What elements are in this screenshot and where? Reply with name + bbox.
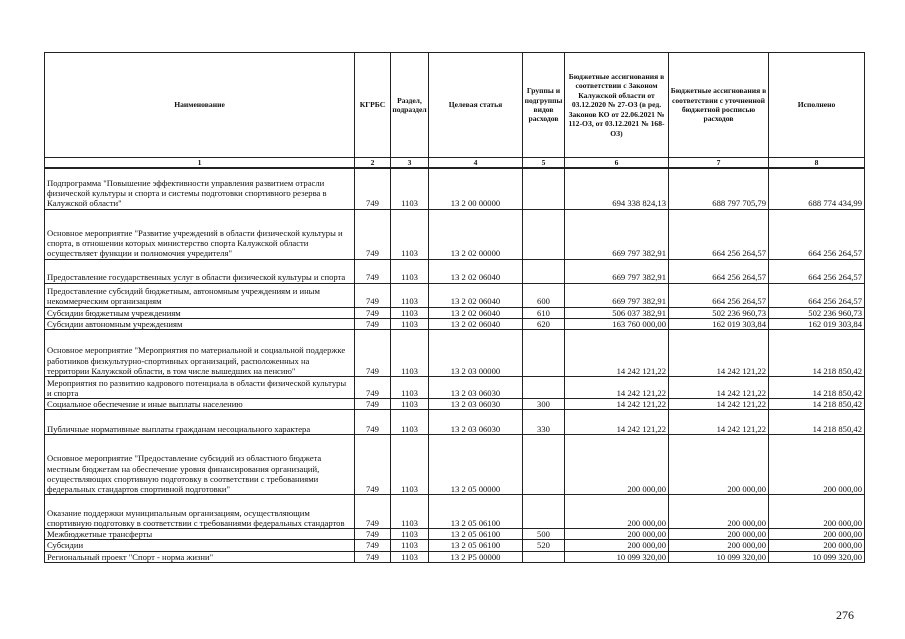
row-target: 13 2 05 00000 [429,435,523,495]
row-executed-amount: 14 218 850,42 [769,398,865,409]
header-name: Наименование [45,53,355,158]
row-target: 13 2 05 06100 [429,529,523,540]
row-kgrbs: 749 [355,540,391,551]
row-group: 300 [523,398,565,409]
row-executed-amount: 14 218 850,42 [769,376,865,398]
row-law-amount: 163 760 000,00 [565,318,669,329]
header-row [45,53,865,158]
row-kgrbs: 749 [355,410,391,435]
row-law-amount: 14 242 121,22 [565,329,669,376]
row-kgrbs: 749 [355,283,391,307]
column-number: 2 [355,158,391,169]
row-executed-amount: 688 774 434,99 [769,168,865,209]
table-row [45,307,865,318]
row-kgrbs: 749 [355,318,391,329]
budget-table [44,52,865,563]
row-revised-amount: 14 242 121,22 [669,398,769,409]
row-kgrbs: 749 [355,435,391,495]
row-law-amount: 669 797 382,91 [565,209,669,259]
table-row [45,540,865,551]
row-kgrbs: 749 [355,168,391,209]
row-section: 1103 [391,540,429,551]
row-revised-amount: 14 242 121,22 [669,410,769,435]
row-law-amount: 506 037 382,91 [565,307,669,318]
column-number-row [45,158,865,169]
row-group [523,495,565,529]
row-law-amount: 14 242 121,22 [565,376,669,398]
row-name: Социальное обеспечение и иные выплаты населению [45,398,355,409]
row-law-amount: 14 242 121,22 [565,410,669,435]
row-law-amount: 200 000,00 [565,495,669,529]
row-section: 1103 [391,283,429,307]
row-section: 1103 [391,376,429,398]
row-name: Оказание поддержки муниципальным организациям, осуществляющим спортивную подготовку в соответствии с требованиями федеральных стандартов [45,495,355,529]
column-number: 5 [523,158,565,169]
table-row [45,283,865,307]
table-row [45,495,865,529]
row-law-amount: 14 242 121,22 [565,398,669,409]
row-section: 1103 [391,398,429,409]
column-number: 3 [391,158,429,169]
column-number: 6 [565,158,669,169]
row-name: Мероприятия по развитию кадрового потенциала в области физической культуры и спорта [45,376,355,398]
row-name: Основное мероприятие "Предоставление субсидий из областного бюджета местным бюджетам на обеспечение уровня финансирования организаций, осуществляющих спортивную подготовку в соответствии с требованиями федеральных стандартов спортивной подготовки" [45,435,355,495]
row-target: 13 2 02 06040 [429,318,523,329]
row-group: 520 [523,540,565,551]
row-group: 600 [523,283,565,307]
row-section: 1103 [391,410,429,435]
row-group [523,435,565,495]
row-revised-amount: 688 797 705,79 [669,168,769,209]
table-row [45,398,865,409]
row-name: Публичные нормативные выплаты гражданам несоциального характера [45,410,355,435]
column-number: 1 [45,158,355,169]
header-section: Раздел, подраздел [391,53,429,158]
row-revised-amount: 14 242 121,22 [669,376,769,398]
row-section: 1103 [391,259,429,283]
table-row [45,329,865,376]
row-group [523,551,565,562]
row-target: 13 2 05 06100 [429,540,523,551]
row-law-amount: 200 000,00 [565,540,669,551]
table-row [45,435,865,495]
table-row [45,209,865,259]
row-executed-amount: 162 019 303,84 [769,318,865,329]
table-row [45,551,865,562]
row-kgrbs: 749 [355,495,391,529]
row-name: Субсидии автономным учреждениям [45,318,355,329]
row-revised-amount: 200 000,00 [669,495,769,529]
row-section: 1103 [391,168,429,209]
row-section: 1103 [391,307,429,318]
table-row [45,168,865,209]
row-name: Субсидии бюджетным учреждениям [45,307,355,318]
row-kgrbs: 749 [355,529,391,540]
row-section: 1103 [391,435,429,495]
row-group [523,209,565,259]
row-kgrbs: 749 [355,551,391,562]
header-law: Бюджетные ассигнования в соответствии с Законом Калужской области от 03.12.2020 № 27-ОЗ (в ред. Законов КО от 22.06.2021 № 112-ОЗ, от 03.12.2021 № 168-ОЗ) [565,53,669,158]
row-revised-amount: 10 099 320,00 [669,551,769,562]
row-kgrbs: 749 [355,376,391,398]
header-target: Целевая статья [429,53,523,158]
row-name: Основное мероприятие "Развитие учреждений в области физической культуры и спорта, в отношении которых министерство спорта Калужской области осуществляет функции и полномочия учредителя" [45,209,355,259]
row-group: 610 [523,307,565,318]
row-executed-amount: 14 218 850,42 [769,329,865,376]
row-revised-amount: 502 236 960,73 [669,307,769,318]
row-section: 1103 [391,551,429,562]
row-law-amount: 200 000,00 [565,529,669,540]
row-revised-amount: 14 242 121,22 [669,329,769,376]
row-target: 13 2 02 06040 [429,307,523,318]
row-kgrbs: 749 [355,329,391,376]
row-group: 500 [523,529,565,540]
row-revised-amount: 162 019 303,84 [669,318,769,329]
row-target: 13 2 05 06100 [429,495,523,529]
row-group [523,168,565,209]
row-group: 330 [523,410,565,435]
row-kgrbs: 749 [355,259,391,283]
row-target: 13 2 02 06040 [429,283,523,307]
header-kgrbs: КГРБС [355,53,391,158]
row-executed-amount: 200 000,00 [769,495,865,529]
row-law-amount: 669 797 382,91 [565,283,669,307]
row-target: 13 2 00 00000 [429,168,523,209]
row-group [523,376,565,398]
row-executed-amount: 10 099 320,00 [769,551,865,562]
row-name: Субсидии [45,540,355,551]
row-target: 13 2 02 06040 [429,259,523,283]
row-revised-amount: 200 000,00 [669,435,769,495]
header-revised: Бюджетные ассигнования в соответствии с уточненной бюджетной росписью расходов [669,53,769,158]
table-row [45,376,865,398]
header-executed: Исполнено [769,53,865,158]
row-target: 13 2 03 06030 [429,376,523,398]
row-revised-amount: 664 256 264,57 [669,259,769,283]
row-executed-amount: 200 000,00 [769,529,865,540]
row-executed-amount: 14 218 850,42 [769,410,865,435]
row-name: Предоставление субсидий бюджетным, автономным учреждениям и иным некоммерческим организациям [45,283,355,307]
row-section: 1103 [391,329,429,376]
row-law-amount: 669 797 382,91 [565,259,669,283]
row-target: 13 2 02 00000 [429,209,523,259]
row-target: 13 2 P5 00000 [429,551,523,562]
row-executed-amount: 664 256 264,57 [769,259,865,283]
row-executed-amount: 502 236 960,73 [769,307,865,318]
column-number: 8 [769,158,865,169]
row-section: 1103 [391,318,429,329]
row-revised-amount: 664 256 264,57 [669,283,769,307]
table-row [45,529,865,540]
row-kgrbs: 749 [355,307,391,318]
column-number: 7 [669,158,769,169]
table-row [45,318,865,329]
row-name: Основное мероприятие "Мероприятия по материальной и социальной поддержке работников физкультурно-спортивных организаций, расположенных на территории Калужской области, в том числе вышедших на пенсию" [45,329,355,376]
row-target: 13 2 03 06030 [429,398,523,409]
row-name: Межбюджетные трансферты [45,529,355,540]
row-executed-amount: 200 000,00 [769,435,865,495]
row-revised-amount: 200 000,00 [669,529,769,540]
row-target: 13 2 03 06030 [429,410,523,435]
row-revised-amount: 200 000,00 [669,540,769,551]
table-row [45,410,865,435]
row-law-amount: 10 099 320,00 [565,551,669,562]
row-executed-amount: 200 000,00 [769,540,865,551]
column-number: 4 [429,158,523,169]
row-law-amount: 200 000,00 [565,435,669,495]
row-kgrbs: 749 [355,398,391,409]
row-group [523,329,565,376]
header-groups: Группы и подгруппы видов расходов [523,53,565,158]
row-name: Подпрограмма "Повышение эффективности управления развитием отрасли физической культуры и спорта и системы подготовки спортивного резерва в Калужской области" [45,168,355,209]
row-executed-amount: 664 256 264,57 [769,209,865,259]
row-group: 620 [523,318,565,329]
page-number: 276 [836,608,854,622]
row-section: 1103 [391,529,429,540]
row-law-amount: 694 338 824,13 [565,168,669,209]
row-target: 13 2 03 00000 [429,329,523,376]
table-row [45,259,865,283]
row-name: Региональный проект "Спорт - норма жизни" [45,551,355,562]
row-revised-amount: 664 256 264,57 [669,209,769,259]
row-section: 1103 [391,209,429,259]
row-section: 1103 [391,495,429,529]
row-executed-amount: 664 256 264,57 [769,283,865,307]
row-group [523,259,565,283]
row-name: Предоставление государственных услуг в области физической культуры и спорта [45,259,355,283]
row-kgrbs: 749 [355,209,391,259]
